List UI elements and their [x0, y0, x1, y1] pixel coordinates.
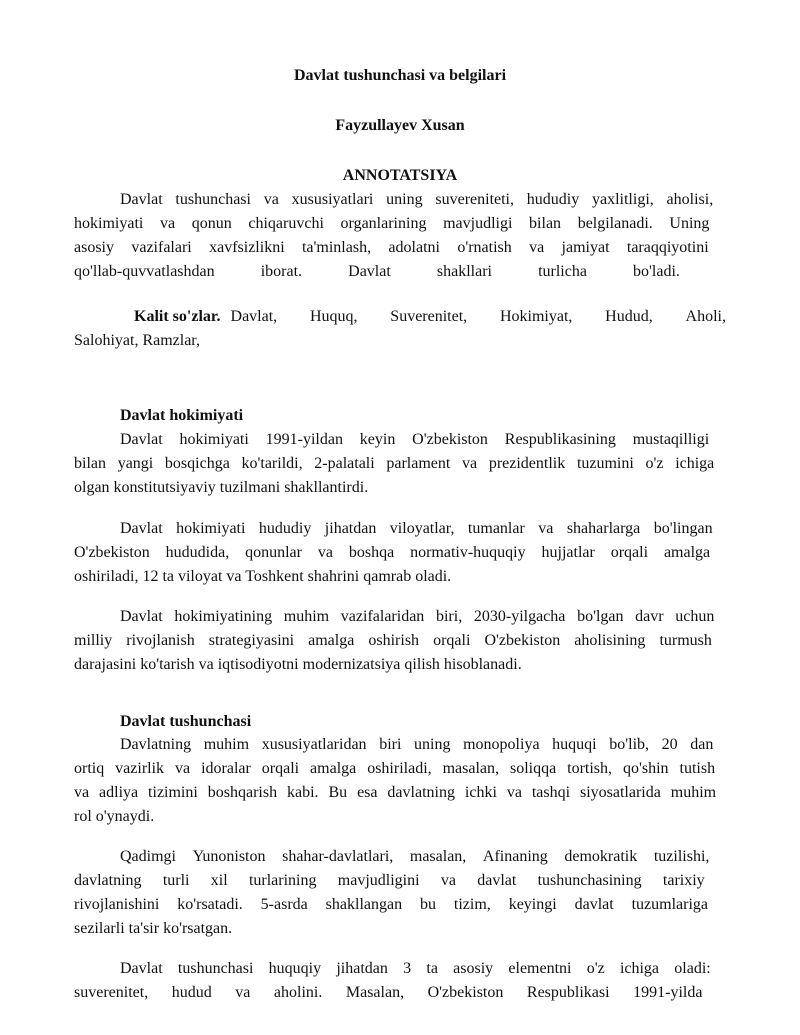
- word: hokimiyatining: [174, 608, 273, 625]
- word: davlat: [574, 896, 614, 913]
- keywords-line: Salohiyat, Ramzlar,: [74, 332, 200, 349]
- word: va: [529, 239, 545, 256]
- word: siyosatlarida: [579, 784, 661, 801]
- word: viloyatlar,: [389, 520, 455, 537]
- paragraph-line: [74, 781, 726, 805]
- word: shakllangan: [325, 896, 403, 913]
- word: tarixiy: [662, 872, 705, 889]
- word: turli: [162, 872, 190, 889]
- word: 5-asrda: [260, 896, 308, 913]
- word: oladi:: [674, 960, 711, 977]
- word: rivojlanish: [126, 632, 195, 649]
- paragraph-line: darajasini ko'tarish va iqtisodiyotni modernizatsiya qilish hisoblanadi.: [74, 656, 522, 673]
- paragraph-line: [74, 452, 726, 476]
- word: 1991-yildan: [265, 431, 343, 448]
- annotation-line: [74, 236, 726, 260]
- word: bosqichga: [164, 455, 230, 472]
- word: vazirlik: [115, 760, 165, 777]
- paragraph-line: [74, 428, 726, 452]
- word: ta'minlash,: [301, 239, 372, 256]
- word: va: [263, 191, 279, 208]
- word: Hokimiyat,: [499, 308, 573, 325]
- word: shakllari: [436, 263, 492, 280]
- word: boshqarish: [207, 784, 278, 801]
- word: qonunlar: [245, 544, 302, 561]
- word: Respublikasi: [526, 984, 610, 1001]
- word: parlament: [386, 455, 451, 472]
- word: Qadimgi: [120, 848, 176, 865]
- word: tushunchasi: [175, 191, 251, 208]
- word: bo'lib,: [609, 736, 650, 753]
- word: Davlat: [120, 431, 163, 448]
- annotation-paragraph: [74, 188, 726, 284]
- word: 2-palatali: [314, 455, 375, 472]
- word: mustaqilligi: [632, 431, 710, 448]
- word: va: [538, 520, 554, 537]
- word: O'zbekiston: [427, 984, 504, 1001]
- word: Hudud,: [605, 308, 653, 325]
- keywords-line: [74, 305, 726, 329]
- word: idoralar: [201, 760, 251, 777]
- word: suvereniteti,: [435, 191, 514, 208]
- word: vazifalaridan: [340, 608, 425, 625]
- word: va: [506, 784, 522, 801]
- word: tutish: [679, 760, 716, 777]
- word: Davlat: [120, 608, 163, 625]
- word: xil: [210, 872, 228, 889]
- section-heading-hokimiyati: Davlat hokimiyati: [120, 407, 244, 424]
- word: 2030-yilgacha: [473, 608, 566, 625]
- word: ko'tarildi,: [241, 455, 303, 472]
- paragraph-line: olgan konstitutsiyaviy tuzilmani shakllantirdi.: [74, 479, 369, 496]
- word: tizimini: [148, 784, 198, 801]
- word: qo'llab-quvvatlashdan: [74, 263, 215, 280]
- word: turlicha: [538, 263, 587, 280]
- word: hududida,: [165, 544, 230, 561]
- word: o'z: [645, 455, 664, 472]
- word: o'z: [586, 960, 605, 977]
- word: xususiyatlari: [291, 191, 374, 208]
- word: biri: [379, 736, 402, 753]
- word: tuzumlariga: [631, 896, 709, 913]
- word: soliqqa: [509, 760, 557, 777]
- word: turlarining: [248, 872, 317, 889]
- word: monopoliya: [463, 736, 540, 753]
- word: tortish,: [567, 760, 613, 777]
- paragraph-line: [74, 893, 726, 917]
- word: Bu: [328, 784, 348, 801]
- word: Huquq,: [309, 308, 358, 325]
- word: Afinaning: [482, 848, 548, 865]
- word: bo'ladi.: [633, 263, 680, 280]
- word: muhim: [283, 608, 330, 625]
- word: jihatdan: [336, 960, 388, 977]
- word: Aholi,: [685, 308, 726, 325]
- word: qo'shin: [622, 760, 669, 777]
- word: 1991-yilda: [633, 984, 703, 1001]
- paragraph: [74, 517, 726, 589]
- keywords-label: Kalit so'zlar.: [134, 308, 221, 325]
- word: tumanlar: [467, 520, 525, 537]
- paragraph-line: [74, 957, 726, 981]
- paragraph-line: [74, 981, 726, 1005]
- word: xususiyatlaridan: [261, 736, 367, 753]
- word: asosiy: [74, 239, 114, 256]
- paragraph-line: [74, 629, 726, 653]
- word: mavjudligi: [443, 215, 513, 232]
- paragraph: [74, 733, 726, 829]
- word: adliya: [99, 784, 139, 801]
- word: uchun: [675, 608, 715, 625]
- word: adolatni: [388, 239, 440, 256]
- word: oshiriladi,: [367, 760, 432, 777]
- word: bo'lingan: [653, 520, 713, 537]
- word: davlatning: [74, 872, 142, 889]
- paragraph: [74, 845, 726, 941]
- word: turmush: [659, 632, 712, 649]
- word: tuzumini: [576, 455, 634, 472]
- word: boshqa: [348, 544, 395, 561]
- word: Davlat: [120, 191, 163, 208]
- word: jamiyat: [561, 239, 610, 256]
- word: orqali: [433, 632, 471, 649]
- word: asosiy: [453, 960, 494, 977]
- keywords-list: [231, 305, 726, 329]
- word: hokimiyati: [74, 215, 144, 232]
- word: keyingi: [508, 896, 557, 913]
- word: va: [175, 760, 191, 777]
- word: hujjatlar: [541, 544, 595, 561]
- word: 20: [661, 736, 678, 753]
- word: Davlat: [348, 263, 391, 280]
- word: bu: [420, 896, 436, 913]
- word: O'zbekiston: [412, 431, 488, 448]
- word: tushunchasi: [177, 960, 254, 977]
- word: uning: [386, 191, 423, 208]
- word: mavjudligini: [337, 872, 420, 889]
- paragraph-line: [74, 605, 726, 629]
- word: Davlat,: [230, 308, 278, 325]
- word: hududiy: [258, 520, 312, 537]
- word: Davlat: [120, 520, 163, 537]
- paragraph: [74, 428, 726, 500]
- word: chiqaruvchi: [248, 215, 324, 232]
- word: esa: [357, 784, 378, 801]
- word: ichki: [464, 784, 497, 801]
- paragraph-line: [74, 845, 726, 869]
- word: O'zbekiston: [484, 632, 561, 649]
- word: Yunoniston: [192, 848, 266, 865]
- word: va: [159, 215, 176, 232]
- word: normativ-huquqiy: [410, 544, 526, 561]
- word: masalan,: [409, 848, 467, 865]
- word: iborat.: [260, 263, 303, 280]
- word: va: [440, 872, 456, 889]
- author-name: Fayzullayev Xusan: [335, 117, 465, 134]
- paragraph-line: [74, 757, 726, 781]
- word: biri,: [435, 608, 463, 625]
- word: va: [317, 544, 333, 561]
- word: huquqiy: [268, 960, 322, 977]
- word: ichiga: [675, 455, 715, 472]
- word: amalga: [308, 632, 355, 649]
- word: orqali: [610, 544, 649, 561]
- annotation-heading: ANNOTATSIYA: [342, 167, 458, 184]
- word: hududiy: [526, 191, 580, 208]
- word: orqali: [261, 760, 300, 777]
- word: strategiyasini: [208, 632, 295, 649]
- word: amalga: [310, 760, 357, 777]
- annotation-line: [74, 188, 726, 212]
- word: hokimiyati: [179, 431, 249, 448]
- word: 3: [403, 960, 412, 977]
- section-heading-tushunchasi: Davlat tushunchasi: [120, 713, 252, 730]
- paragraph: [74, 605, 726, 677]
- word: muhim: [670, 784, 717, 801]
- word: aholisi,: [666, 191, 714, 208]
- word: shaharlarga: [566, 520, 641, 537]
- paragraph-line: [74, 517, 726, 541]
- word: prezidentlik: [488, 455, 566, 472]
- word: shahar-davlatlari,: [282, 848, 394, 865]
- word: O'zbekiston: [74, 544, 150, 561]
- paragraph-line: rol o'ynaydi.: [74, 808, 155, 825]
- paragraph-line: [74, 869, 726, 893]
- paragraph-line: [74, 541, 726, 565]
- word: bo'lgan: [577, 608, 624, 625]
- annotation-line: [74, 212, 726, 236]
- word: aholisining: [574, 632, 646, 649]
- keywords-paragraph: [74, 305, 726, 353]
- word: davlat: [477, 872, 517, 889]
- paragraph-line: sezilarli ta'sir ko'rsatgan.: [74, 920, 233, 937]
- paragraph: [74, 957, 726, 1005]
- word: tuzilishi,: [653, 848, 710, 865]
- word: qonun: [191, 215, 232, 232]
- word: kabi.: [287, 784, 319, 801]
- word: uning: [414, 736, 451, 753]
- word: belgilanadi.: [577, 215, 653, 232]
- word: amalga: [663, 544, 711, 561]
- word: suverenitet,: [74, 984, 149, 1001]
- word: aholini.: [273, 984, 323, 1001]
- word: va: [462, 455, 478, 472]
- word: xavfsizlikni: [209, 239, 285, 256]
- word: tushunchasining: [537, 872, 642, 889]
- word: taraqqiyotini: [626, 239, 709, 256]
- word: Davlatning: [120, 736, 192, 753]
- word: ta: [426, 960, 438, 977]
- document-title: Davlat tushunchasi va belgilari: [293, 67, 507, 84]
- word: bilan: [529, 215, 562, 232]
- paragraph-line: oshiriladi, 12 ta viloyat va Toshkent shahrini qamrab oladi.: [74, 568, 452, 585]
- word: rivojlanishini: [74, 896, 160, 913]
- word: keyin: [359, 431, 396, 448]
- word: jihatdan: [324, 520, 377, 537]
- word: masalan,: [442, 760, 500, 777]
- word: davr: [635, 608, 664, 625]
- word: va: [235, 984, 251, 1001]
- word: tashqi: [531, 784, 571, 801]
- word: muhim: [203, 736, 250, 753]
- word: o'rnatish: [457, 239, 512, 256]
- word: ko'rsatadi.: [177, 896, 243, 913]
- word: ortiq: [74, 760, 105, 777]
- word: vazifalari: [131, 239, 192, 256]
- word: Davlat: [120, 960, 163, 977]
- word: hudud: [171, 984, 212, 1001]
- word: tizim,: [453, 896, 491, 913]
- word: organlarining: [340, 215, 427, 232]
- word: va: [74, 784, 90, 801]
- annotation-line: [74, 260, 726, 284]
- paragraph-line: [74, 733, 726, 757]
- word: oshirish: [368, 632, 420, 649]
- word: elementni: [508, 960, 572, 977]
- word: davlatning: [387, 784, 455, 801]
- word: ichiga: [619, 960, 660, 977]
- word: hokimiyati: [176, 520, 246, 537]
- word: dan: [690, 736, 714, 753]
- word: bilan: [74, 455, 106, 472]
- word: yangi: [117, 455, 154, 472]
- word: yaxlitligi,: [591, 191, 654, 208]
- word: huquqi: [552, 736, 597, 753]
- word: Masalan,: [345, 984, 405, 1001]
- word: Suverenitet,: [390, 308, 468, 325]
- word: milliy: [74, 632, 113, 649]
- word: Uning: [669, 215, 710, 232]
- word: demokratik: [564, 848, 638, 865]
- word: Respublikasining: [504, 431, 616, 448]
